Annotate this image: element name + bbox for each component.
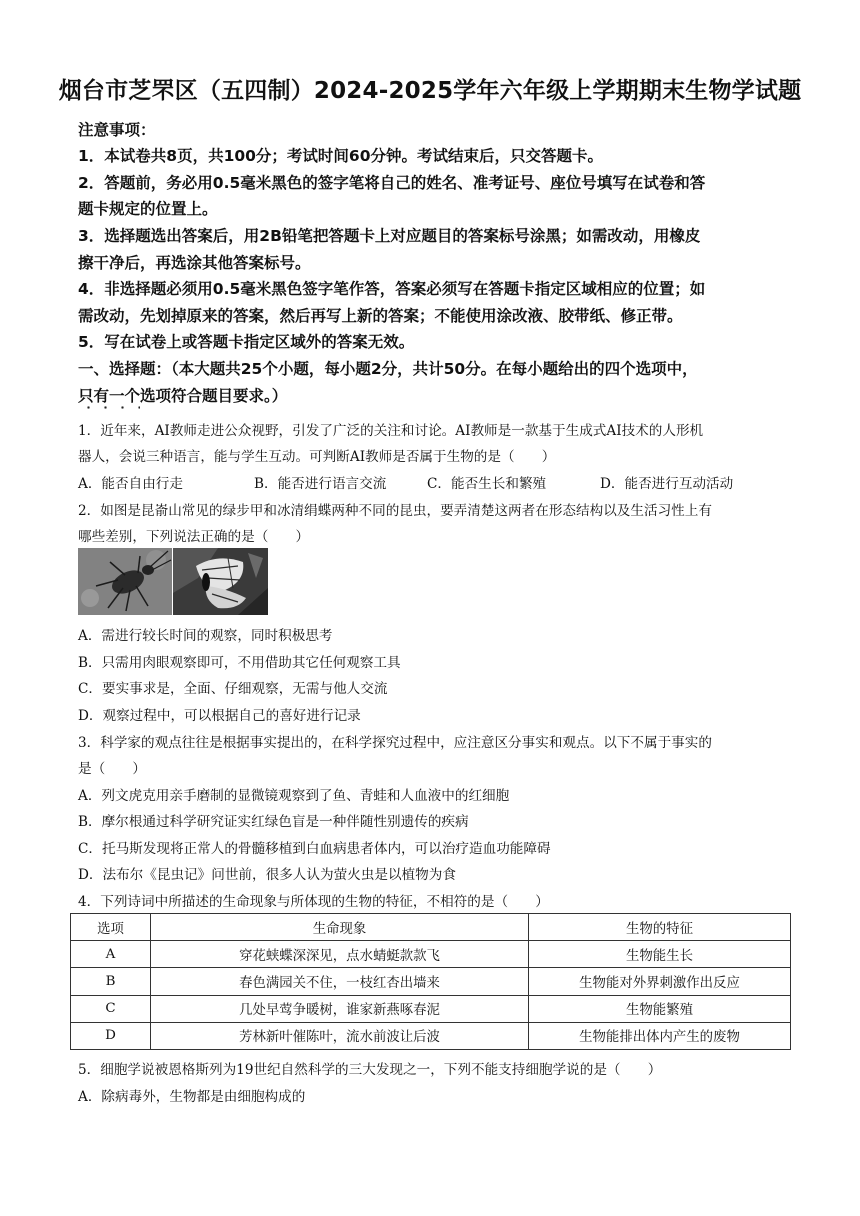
table-cell: 春色满园关不住，一枝红杏出墙来 — [151, 968, 529, 995]
table-cell: 穿花蛱蝶深深见，点水蜻蜓款款飞 — [151, 941, 529, 968]
q2-option-d: D．观察过程中，可以根据自己的喜好进行记录 — [78, 708, 361, 724]
exam-title: 烟台市芝罘区（五四制）2024-2025学年六年级上学期期末生物学试题 — [58, 78, 802, 104]
table-row — [71, 968, 791, 995]
table-cell: 芳林新叶催陈叶，流水前波让后波 — [151, 1022, 529, 1049]
table-cell: 生物能排出体内产生的废物 — [529, 1022, 791, 1049]
notice-item-4-cont: 需改动，先划掉原来的答案，然后再写上新的答案；不能使用涂改液、胶带纸、修正带。 — [78, 307, 683, 325]
q3-option-d: D．法布尔《昆虫记》问世前，很多人认为萤火虫是以植物为食 — [78, 867, 456, 883]
q1-option-c: C．能否生长和繁殖 — [427, 476, 547, 492]
section-heading-cont — [78, 384, 786, 410]
q1-stem-line-2: 器人，会说三种语言，能与学生互动。可判断AI教师是否属于生物的是（ ） — [78, 449, 556, 465]
table-header-row — [71, 914, 791, 941]
q5-option-a: A．除病毒外，生物都是由细胞构成的 — [78, 1089, 306, 1105]
q4-table — [70, 913, 791, 1050]
q2-stem-line-1: 2．如图是昆嵛山常见的绿步甲和冰清绢蝶两种不同的昆虫，要弄清楚这两者在形态结构以及生活习性上有 — [78, 503, 712, 519]
q2-option-a: A．需进行较长时间的观察，同时积极思考 — [78, 628, 333, 644]
table-row — [71, 995, 791, 1022]
q1-stem-line-1: 1．近年来，AI教师走进公众视野，引发了广泛的关注和讨论。AI教师是一款基于生成式AI技术的人形机 — [78, 423, 704, 439]
table-row — [71, 941, 791, 968]
table-row — [71, 1022, 791, 1049]
q4-stem: 4．下列诗词中所描述的生命现象与所体现的生物的特征，不相符的是（ ） — [78, 894, 549, 910]
notice-item-4: 4．非选择题必须用0.5毫米黑色签字笔作答，答案必须写在答题卡指定区域相应的位置；如 — [78, 280, 706, 298]
q2-option-c: C．要实事求是，全面、仔细观察，无需与他人交流 — [78, 681, 388, 697]
notice-item-2: 2．答题前，务必用0.5毫米黑色的签字笔将自己的姓名、准考证号、座位号填写在试卷和答 — [78, 174, 706, 192]
notice-item-5: 5．写在试卷上或答题卡指定区域外的答案无效。 — [78, 333, 415, 351]
emphasis-text: 只有一个 — [78, 384, 140, 410]
q1-option-d: D．能否进行互动活动 — [600, 476, 734, 492]
q2-option-b: B．只需用肉眼观察即可，不用借助其它任何观察工具 — [78, 655, 401, 671]
q3-stem-line-1: 3．科学家的观点往往是根据事实提出的，在科学探究过程中，应注意区分事实和观点。以下不属于事实的 — [78, 735, 712, 751]
q5-stem: 5．细胞学说被恩格斯列为19世纪自然科学的三大发现之一，下列不能支持细胞学说的是（ ） — [78, 1062, 662, 1078]
ground-beetle-photo — [78, 548, 172, 615]
q1-option-a: A．能否自由行走 — [78, 476, 183, 492]
section-heading: 一、选择题：（本大题共25个小题，每小题2分，共计50分。在每小题给出的四个选项中， — [78, 360, 698, 378]
q3-option-c: C．托马斯发现将正常人的骨髓移植到白血病患者体内，可以治疗造血功能障碍 — [78, 841, 551, 857]
butterfly-photo — [173, 548, 268, 615]
table-cell: B — [71, 968, 151, 995]
section-heading-rest: 选项符合题目要求。） — [140, 387, 288, 405]
table-cell: D — [71, 1022, 151, 1049]
q1-option-b: B．能否进行语言交流 — [254, 476, 387, 492]
insect-photos-figure — [78, 548, 268, 615]
table-header-cell: 生命现象 — [151, 914, 529, 941]
table-cell: C — [71, 995, 151, 1022]
notice-item-1: 1．本试卷共8页，共100分；考试时间60分钟。考试结束后，只交答题卡。 — [78, 147, 603, 165]
table-header-cell: 生物的特征 — [529, 914, 791, 941]
q3-stem-line-2: 是（ ） — [78, 761, 146, 777]
q3-option-b: B．摩尔根通过科学研究证实红绿色盲是一种伴随性别遗传的疾病 — [78, 814, 469, 830]
table-header-cell: 选项 — [71, 914, 151, 941]
notice-item-3-cont: 擦干净后，再选涂其他答案标号。 — [78, 254, 311, 272]
table-cell: 几处早莺争暖树，谁家新燕啄春泥 — [151, 995, 529, 1022]
notice-item-3: 3．选择题选出答案后，用2B铅笔把答题卡上对应题目的答案标号涂黑；如需改动，用橡皮 — [78, 227, 701, 245]
table-cell: 生物能生长 — [529, 941, 791, 968]
q3-option-a: A．列文虎克用亲手磨制的显微镜观察到了鱼、青蛙和人血液中的红细胞 — [78, 788, 510, 804]
notice-heading: 注意事项： — [78, 121, 156, 139]
table-cell: 生物能繁殖 — [529, 995, 791, 1022]
table-cell: 生物能对外界刺激作出反应 — [529, 968, 791, 995]
table-cell: A — [71, 941, 151, 968]
notice-item-2-cont: 题卡规定的位置上。 — [78, 200, 218, 218]
q2-stem-line-2: 哪些差别，下列说法正确的是（ ） — [78, 529, 310, 545]
